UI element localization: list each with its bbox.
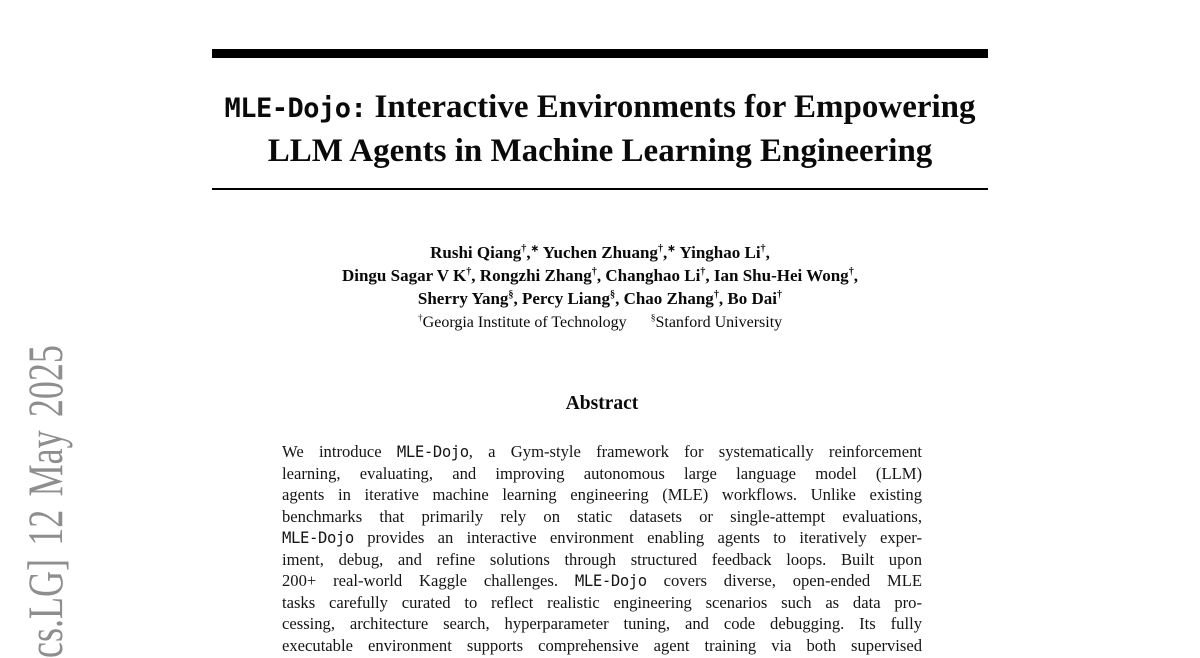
abstract-line: benchmarks that primarily rely on static datasets or single-attempt evaluations, (282, 506, 922, 526)
affiliation-line: †Georgia Institute of Technology §Stanford University (417, 312, 783, 331)
abstract-line: tasks carefully curated to reflect realistic engineering scenarios such as data pro- (282, 592, 922, 612)
abstract-line: MLE-Dojo provides an interactive environment enabling agents to iteratively exper- (282, 528, 922, 547)
author-line: Rushi Qiang†,∗ Yuchen Zhuang†,∗ Yinghao Li†, (430, 243, 770, 262)
author-block (212, 241, 988, 334)
abstract-heading: Abstract (565, 393, 639, 414)
title-rule-top (212, 49, 988, 58)
abstract-line: cessing, architecture search, hyperparameter tuning, and code debugging. Its fully (282, 614, 922, 633)
abstract-line: We introduce MLE-Dojo, a Gym-style framework for systematically reinforcement (282, 442, 922, 461)
abstract-line: iment, debug, and refine solutions through structured feedback loops. Built upon (282, 549, 922, 569)
abstract-line: learning, evaluating, and improving autonomous large language model (LLM) (282, 463, 922, 483)
paper-title (212, 86, 988, 173)
title-line1-rest: Interactive Environments for Empowering (366, 89, 976, 125)
title-rule-bottom (212, 188, 988, 190)
author-lines (212, 241, 988, 310)
abstract-body (282, 441, 922, 656)
abstract-line: agents in iterative machine learning engineering (MLE) workflows. Unlike existing (282, 485, 922, 504)
title-line-2: LLM Agents in Machine Learning Engineering (267, 133, 933, 169)
author-line: Dingu Sagar V K†, Rongzhi Zhang†, Changhao Li†, Ian Shu-Hei Wong†, (341, 266, 859, 285)
abstract-line: executable environment supports comprehensive agent training via both supervised (282, 635, 922, 655)
author-line: Sherry Yang§, Percy Liang§, Chao Zhang†, Bo Dai† (417, 289, 783, 308)
arxiv-stamp: cs.LG] 12 May 2025 (17, 345, 73, 658)
title-line-1 (224, 89, 975, 125)
abstract-line: 200+ real-world Kaggle challenges. MLE-Dojo covers diverse, open-ended MLE (282, 571, 922, 590)
title-system-name: MLE-Dojo: (224, 93, 367, 124)
